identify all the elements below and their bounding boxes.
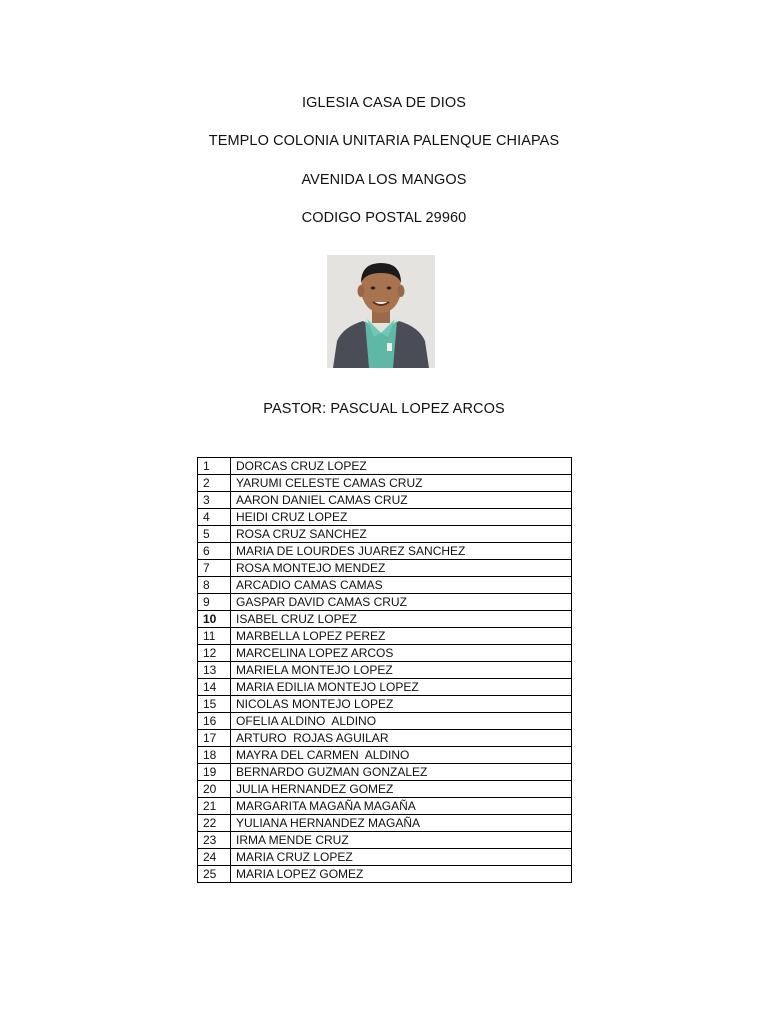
table-row [198,645,572,662]
member-name: MARIA EDILIA MONTEJO LOPEZ [231,679,572,696]
table-row [198,815,572,832]
member-number: 19 [198,764,231,781]
member-number: 2 [198,475,231,492]
member-name: GASPAR DAVID CAMAS CRUZ [231,594,572,611]
member-number: 16 [198,713,231,730]
member-name: MARIELA MONTEJO LOPEZ [231,662,572,679]
table-row [198,849,572,866]
member-name: ROSA CRUZ SANCHEZ [231,526,572,543]
table-row [198,730,572,747]
table-row [198,662,572,679]
member-number: 20 [198,781,231,798]
member-number: 15 [198,696,231,713]
table-row [198,543,572,560]
member-number: 23 [198,832,231,849]
postal-code: CODIGO POSTAL 29960 [301,210,467,226]
table-row [198,747,572,764]
member-name: MARGARITA MAGAÑA MAGAÑA [231,798,572,815]
member-number: 12 [198,645,231,662]
member-number: 8 [198,577,231,594]
table-row [198,713,572,730]
table-row [198,475,572,492]
table-row [198,679,572,696]
member-number: 25 [198,866,231,883]
member-number: 1 [198,458,231,475]
member-number: 4 [198,509,231,526]
member-number: 7 [198,560,231,577]
member-number: 17 [198,730,231,747]
member-name: JULIA HERNANDEZ GOMEZ [231,781,572,798]
table-row [198,492,572,509]
member-number: 13 [198,662,231,679]
member-name: HEIDI CRUZ LOPEZ [231,509,572,526]
table-row [198,560,572,577]
temple-location: TEMPLO COLONIA UNITARIA PALENQUE CHIAPAS [208,133,560,149]
table-row [198,832,572,849]
table-row [198,696,572,713]
member-name: BERNARDO GUZMAN GONZALEZ [231,764,572,781]
table-row [198,611,572,628]
street-address: AVENIDA LOS MANGOS [301,172,467,188]
member-number: 21 [198,798,231,815]
member-name: MARIA DE LOURDES JUAREZ SANCHEZ [231,543,572,560]
member-number: 22 [198,815,231,832]
member-name: OFELIA ALDINO ALDINO [231,713,572,730]
member-number: 18 [198,747,231,764]
member-number: 10 [198,611,231,628]
member-number: 14 [198,679,231,696]
member-name: AARON DANIEL CAMAS CRUZ [231,492,572,509]
member-name: ISABEL CRUZ LOPEZ [231,611,572,628]
member-name: DORCAS CRUZ LOPEZ [231,458,572,475]
member-name: MARIA CRUZ LOPEZ [231,849,572,866]
member-name: MARBELLA LOPEZ PEREZ [231,628,572,645]
member-name: YARUMI CELESTE CAMAS CRUZ [231,475,572,492]
member-number: 5 [198,526,231,543]
pastor-name: PASTOR: PASCUAL LOPEZ ARCOS [263,401,505,417]
table-row [198,764,572,781]
table-row [198,866,572,883]
table-row [198,577,572,594]
member-number: 9 [198,594,231,611]
member-name: YULIANA HERNANDEZ MAGAÑA [231,815,572,832]
member-name: ARCADIO CAMAS CAMAS [231,577,572,594]
member-number: 11 [198,628,231,645]
member-name: IRMA MENDE CRUZ [231,832,572,849]
table-row [198,594,572,611]
church-name: IGLESIA CASA DE DIOS [302,95,466,111]
table-row [198,526,572,543]
member-name: MARCELINA LOPEZ ARCOS [231,645,572,662]
table-row [198,781,572,798]
member-name: ARTURO ROJAS AGUILAR [231,730,572,747]
member-number: 24 [198,849,231,866]
table-row [198,458,572,475]
member-number: 3 [198,492,231,509]
member-name: MAYRA DEL CARMEN ALDINO [231,747,572,764]
member-number: 6 [198,543,231,560]
pastor-photo [327,255,435,368]
member-name: MARIA LOPEZ GOMEZ [231,866,572,883]
table-row [198,798,572,815]
members-table [197,457,572,883]
member-name: NICOLAS MONTEJO LOPEZ [231,696,572,713]
table-row [198,628,572,645]
table-row [198,509,572,526]
member-name: ROSA MONTEJO MENDEZ [231,560,572,577]
